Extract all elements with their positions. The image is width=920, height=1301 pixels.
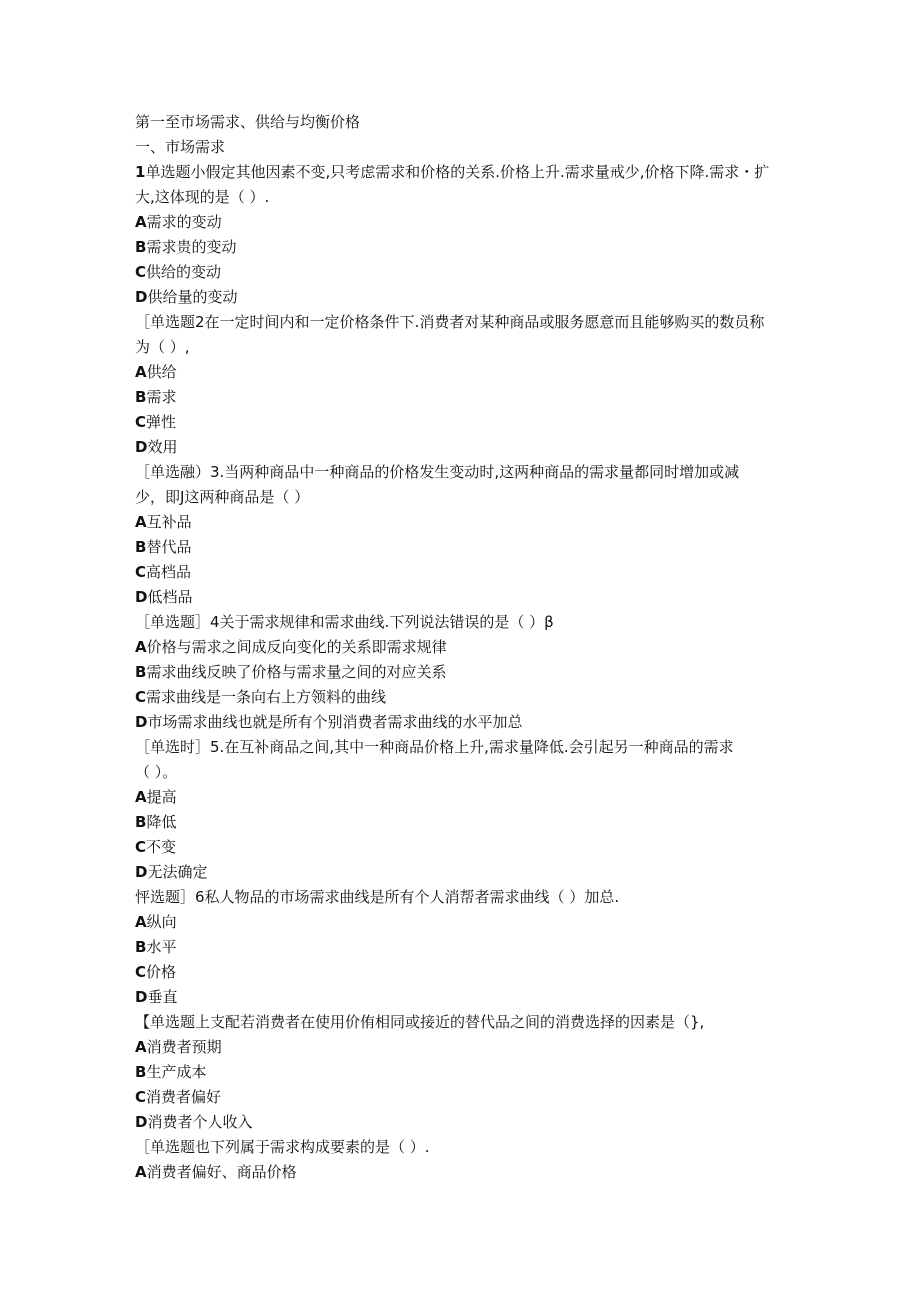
line-prefix: A (135, 1163, 147, 1181)
answer-option (135, 810, 795, 835)
answer-option (135, 1035, 795, 1060)
answer-option (135, 510, 795, 535)
line-prefix: B (135, 813, 147, 831)
line-text: 互补品 (146, 513, 192, 531)
line-text: 生产成本 (146, 1063, 207, 1081)
line-prefix: C (135, 688, 147, 706)
line-text: 替代品 (146, 538, 192, 556)
line-text: 供给 (146, 363, 177, 381)
line-prefix: A (135, 913, 147, 931)
question-text-line (135, 1135, 795, 1160)
line-prefix: C (135, 1088, 147, 1106)
line-prefix: C (135, 563, 147, 581)
line-prefix: B (135, 538, 147, 556)
line-prefix: A (135, 1038, 147, 1056)
line-prefix: B (135, 238, 147, 256)
answer-option (135, 1085, 795, 1110)
answer-option (135, 285, 795, 310)
line-prefix: B (135, 663, 147, 681)
answer-option (135, 410, 795, 435)
line-text: （ ）。 (135, 763, 178, 781)
line-text: 价格 (146, 963, 177, 981)
line-prefix: D (135, 438, 148, 456)
line-prefix: C (135, 413, 147, 431)
question-text-line (135, 460, 795, 485)
line-text: 供给量的变动 (147, 288, 238, 306)
question-text-line (135, 610, 795, 635)
answer-option (135, 560, 795, 585)
line-text: 需求贵的变动 (146, 238, 237, 256)
answer-option (135, 1060, 795, 1085)
line-prefix: B (135, 1063, 147, 1081)
line-text: 无法确定 (147, 863, 208, 881)
line-prefix: D (135, 588, 148, 606)
line-text: 垂直 (147, 988, 178, 1006)
line-text: ［单选时］5.在互补商品之间,其中一种商品价格上升,需求量降低.会引起另一种商品的需求 (135, 738, 734, 756)
line-prefix: D (135, 288, 148, 306)
answer-option (135, 235, 795, 260)
answer-option (135, 210, 795, 235)
line-prefix: B (135, 938, 147, 956)
line-prefix: C (135, 838, 147, 856)
answer-option (135, 935, 795, 960)
line-text: 大,这体现的是（ ）. (135, 188, 270, 206)
question-text-line (135, 885, 795, 910)
line-prefix: A (135, 513, 147, 531)
question-text-line (135, 735, 795, 760)
line-text: 纵向 (146, 913, 177, 931)
answer-option (135, 685, 795, 710)
line-text: 价格与需求之间成反向变化的关系即需求规律 (146, 638, 447, 656)
answer-option (135, 360, 795, 385)
line-text: 弹性 (146, 413, 177, 431)
line-prefix: D (135, 1113, 148, 1131)
question-text-line (135, 160, 795, 185)
line-text: 需求 (146, 388, 177, 406)
line-text: 供给的变动 (146, 263, 222, 281)
line-text: ［单选题2在一定时间内和一定价格条件下.消费者对某种商品或服务愿意而且能够购买的数员称 (135, 313, 765, 331)
line-text: 单选题小假定其他因素不变,只考虑需求和价格的关系.价格上升.需求量戒少,价格下降.需求・扩 (145, 163, 770, 181)
question-text-line (135, 485, 795, 510)
line-text: 市场需求曲线也就是所有个别消费者需求曲线的水平加总 (147, 713, 523, 731)
line-prefix: A (135, 788, 147, 806)
line-prefix: C (135, 963, 147, 981)
line-text: 不变 (146, 838, 177, 856)
line-text: 消费者个人收入 (147, 1113, 253, 1131)
line-prefix: C (135, 263, 147, 281)
line-text: ［单选融）3.当两种商品中一种商品的价格发生变动时,这两种商品的需求量都同时增加或减 (135, 463, 740, 481)
line-text: ［单选题也下列属于需求构成要素的是（ ）. (135, 1138, 430, 1156)
line-text: 需求曲线是一条向右上方领料的曲线 (146, 688, 387, 706)
line-text: 降低 (146, 813, 177, 831)
answer-option (135, 385, 795, 410)
answer-option (135, 985, 795, 1010)
section-title: 一、市场需求 (135, 138, 226, 156)
line-text: 高档品 (146, 563, 192, 581)
line-text: 少，即J这两种商品是（ ） (135, 488, 310, 506)
answer-option (135, 260, 795, 285)
line-text: ［单选题］4关于需求规律和需求曲线.下列说法错误的是（ ）β (135, 613, 554, 631)
line-text: 效用 (147, 438, 178, 456)
answer-option (135, 660, 795, 685)
line-prefix: A (135, 638, 147, 656)
line-prefix: D (135, 988, 148, 1006)
document-page (135, 110, 795, 1185)
line-prefix: D (135, 863, 148, 881)
question-text-line (135, 310, 795, 335)
question-text-line (135, 335, 795, 360)
question-list (135, 160, 795, 1185)
line-text: 需求的变动 (146, 213, 222, 231)
answer-option (135, 710, 795, 735)
answer-option (135, 835, 795, 860)
document-heading: 第一至市场需求、供给与均衡价格 (135, 113, 361, 131)
line-text: 消费者偏好、商品价格 (146, 1163, 297, 1181)
answer-option (135, 785, 795, 810)
line-prefix: D (135, 713, 148, 731)
answer-option (135, 860, 795, 885)
line-text: 消费者偏好 (146, 1088, 222, 1106)
line-prefix: 1 (135, 163, 146, 181)
line-prefix: B (135, 388, 147, 406)
answer-option (135, 1110, 795, 1135)
line-text: 提高 (146, 788, 177, 806)
answer-option (135, 910, 795, 935)
line-text: 【单选题上支配若消费者在使用价侑相同或接近的替代品之间的消费选择的因素是（}, (135, 1013, 705, 1031)
answer-option (135, 1160, 795, 1185)
line-text: 怦选题］6私人物品的市场需求曲线是所有个人消帮者需求曲线（ ）加总. (135, 888, 620, 906)
line-prefix: A (135, 363, 147, 381)
question-text-line (135, 185, 795, 210)
answer-option (135, 585, 795, 610)
line-text: 水平 (146, 938, 177, 956)
line-text: 需求曲线反映了价格与需求量之间的对应关系 (146, 663, 447, 681)
question-text-line (135, 760, 795, 785)
answer-option (135, 535, 795, 560)
answer-option (135, 435, 795, 460)
line-text: 消费者预期 (146, 1038, 222, 1056)
line-text: 低档品 (147, 588, 193, 606)
answer-option (135, 635, 795, 660)
line-prefix: A (135, 213, 147, 231)
question-text-line (135, 1010, 795, 1035)
answer-option (135, 960, 795, 985)
line-text: 为（ ）, (135, 338, 190, 356)
